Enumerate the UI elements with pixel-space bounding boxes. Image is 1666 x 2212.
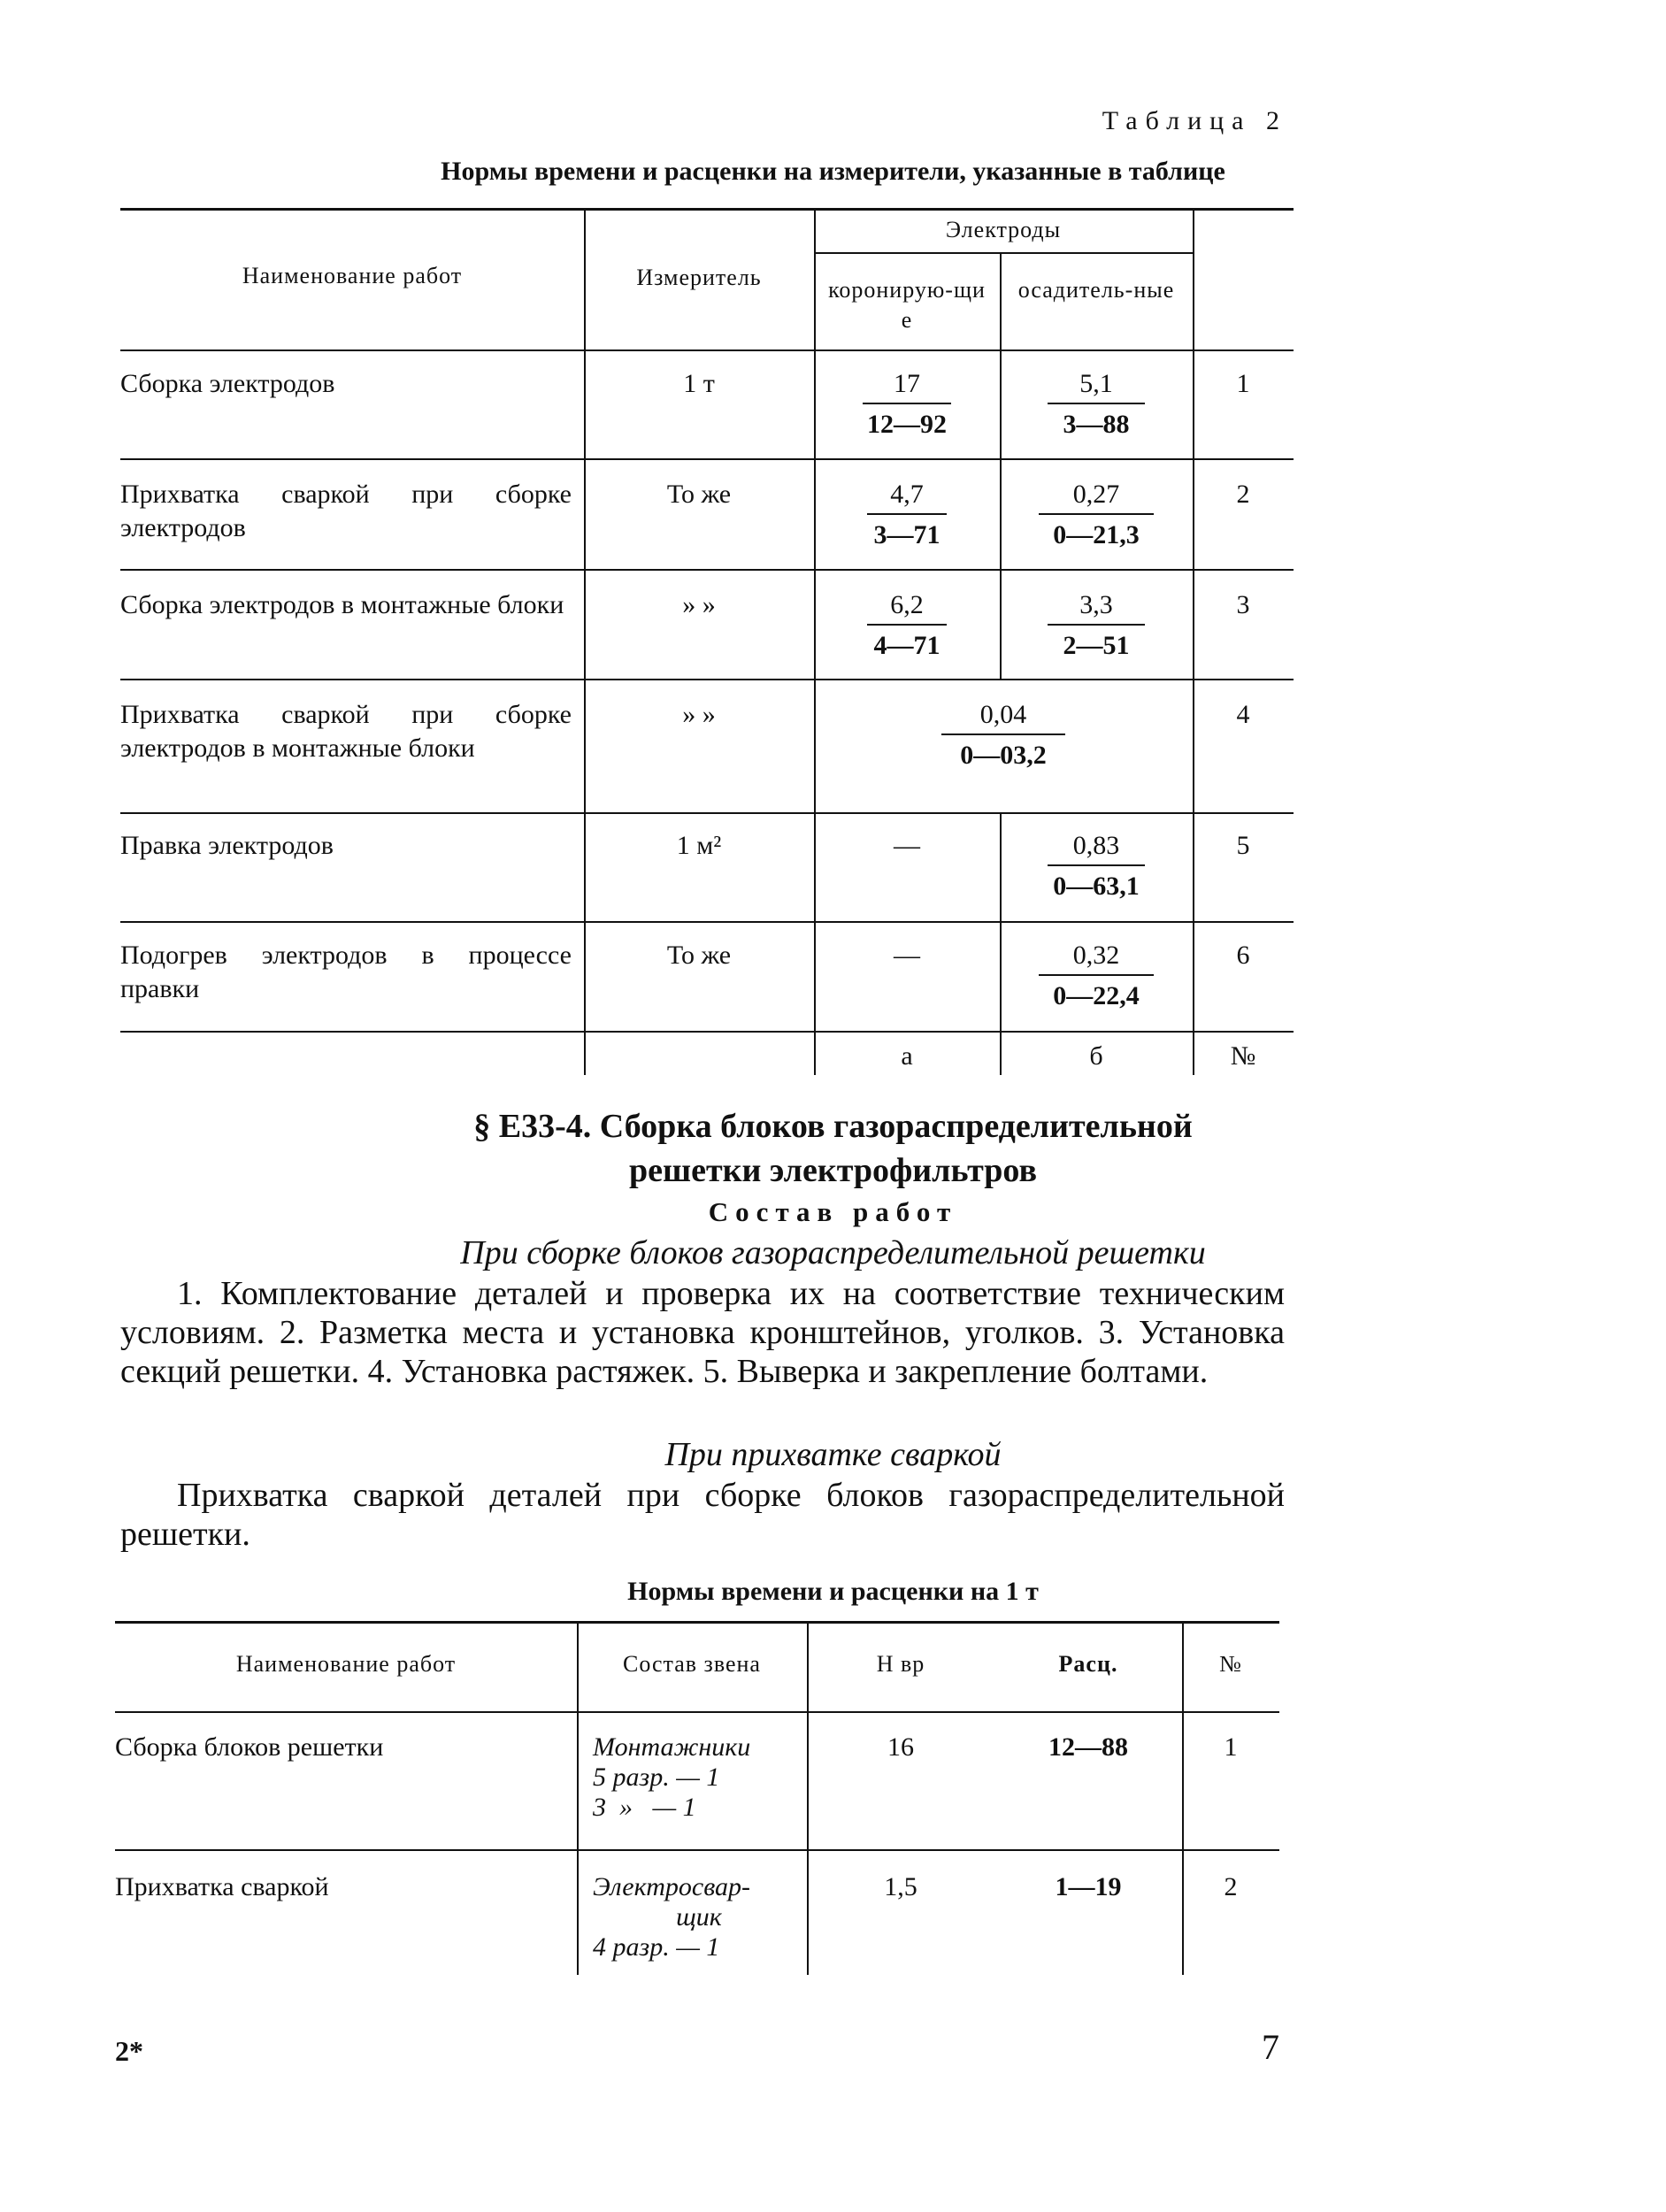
section-heading-2: При прихватке сваркой bbox=[664, 1436, 1002, 1473]
row-number: 1 bbox=[1224, 1732, 1238, 1762]
value-corona: — bbox=[894, 831, 920, 860]
signature-mark: 2* bbox=[115, 2035, 143, 2067]
crew-line: 3 » — 1 bbox=[593, 1793, 696, 1822]
row-name: Правка электродов bbox=[120, 831, 334, 860]
value-combined: 0,04 0—03,2 bbox=[814, 698, 1193, 772]
row-unit: 1 т bbox=[683, 369, 715, 398]
rate-value: 12—88 bbox=[1048, 1732, 1128, 1762]
section-paragraph-2: Прихватка сваркой деталей при сборке блоков газораспределительной решетки. bbox=[120, 1477, 1285, 1553]
column-number-label: № bbox=[1230, 1041, 1256, 1071]
value-corona: 4,7 3—71 bbox=[814, 478, 1000, 552]
value-settling: 0,27 0—21,3 bbox=[1000, 478, 1193, 552]
row-number: 1 bbox=[1236, 369, 1250, 398]
row-name: Сборка электродов bbox=[120, 369, 335, 398]
row-unit: » » bbox=[682, 590, 716, 619]
value-settling: 0,83 0—63,1 bbox=[1000, 829, 1193, 903]
row-number: 4 bbox=[1236, 700, 1250, 729]
value-corona: 6,2 4—71 bbox=[814, 588, 1000, 663]
row-number: 2 bbox=[1236, 480, 1250, 509]
column-b-label: б bbox=[1089, 1041, 1103, 1071]
row-unit: 1 м² bbox=[676, 831, 722, 860]
section-heading-1: При сборке блоков газораспределительной решетки bbox=[460, 1234, 1206, 1271]
header-rate: Расц. bbox=[1058, 1651, 1118, 1677]
section-paragraph-1: 1. Комплектование деталей и проверка их на соответствие техническим условиям. 2. Разметка места и установка кронштейнов, уголков. 3. Установка секций решетки. 4. Установка растяжек. 5. Выверка и закрепление болтами. bbox=[120, 1275, 1285, 1390]
row-name: Прихватка сваркой при сборке электродов в монтажные блоки bbox=[120, 700, 572, 763]
header-electrodes: Электроды bbox=[945, 217, 1062, 242]
value-settling: 0,32 0—22,4 bbox=[1000, 939, 1193, 1013]
row-unit: То же bbox=[666, 941, 732, 970]
value-corona: 17 12—92 bbox=[814, 367, 1000, 442]
value-corona: — bbox=[894, 941, 920, 970]
table-number: Таблица 2 bbox=[1102, 106, 1287, 135]
row-name: Сборка блоков решетки bbox=[115, 1732, 384, 1762]
section-title-line1: § Е33-4. Сборка блоков газораспределительной bbox=[473, 1108, 1193, 1145]
row-number: 6 bbox=[1236, 941, 1250, 970]
row-name: Прихватка сваркой при сборке электродов bbox=[120, 480, 572, 542]
header-crew: Состав звена bbox=[623, 1651, 761, 1677]
norms-table-2 bbox=[115, 1621, 1279, 1975]
row-name: Прихватка сваркой bbox=[115, 1872, 329, 1901]
crew-line: Электросвар- bbox=[593, 1872, 751, 1901]
header-corona: коронирую-щие bbox=[828, 277, 986, 333]
norm-value: 1,5 bbox=[884, 1872, 917, 1901]
header-number: № bbox=[1219, 1651, 1242, 1677]
header-settling: осадитель-ные bbox=[1017, 277, 1175, 303]
norm-value: 16 bbox=[887, 1732, 914, 1762]
value-settling: 3,3 2—51 bbox=[1000, 588, 1193, 663]
header-unit: Измеритель bbox=[636, 265, 762, 290]
value-settling: 5,1 3—88 bbox=[1000, 367, 1193, 442]
crew-line: Монтажники bbox=[593, 1732, 751, 1762]
row-unit: То же bbox=[666, 480, 732, 509]
row-name: Сборка электродов в монтажные блоки bbox=[120, 590, 564, 619]
table2-caption: Нормы времени и расценки на 1 т bbox=[627, 1577, 1039, 1606]
table1-caption: Нормы времени и расценки на измерители, указанные в таблице bbox=[441, 157, 1225, 186]
rate-value: 1—19 bbox=[1055, 1872, 1122, 1901]
section-subtitle: Состав работ bbox=[708, 1196, 958, 1227]
row-unit: » » bbox=[682, 700, 716, 729]
row-name: Подогрев электродов в процессе правки bbox=[120, 941, 572, 1003]
row-number: 3 bbox=[1236, 590, 1250, 619]
crew-line: 5 разр. — 1 bbox=[593, 1763, 720, 1792]
norms-table-1 bbox=[120, 208, 1294, 1075]
header-name: Наименование работ bbox=[235, 1651, 457, 1677]
row-number: 5 bbox=[1236, 831, 1250, 860]
row-number: 2 bbox=[1224, 1872, 1238, 1901]
section-title-line2: решетки электрофильтров bbox=[629, 1152, 1037, 1189]
crew-line: щик bbox=[676, 1902, 722, 1932]
header-name: Наименование работ bbox=[242, 263, 463, 288]
column-a-label: а bbox=[901, 1041, 913, 1071]
page-number: 7 bbox=[1262, 2027, 1279, 2067]
header-norm: Н вр bbox=[876, 1651, 925, 1677]
crew-line: 4 разр. — 1 bbox=[593, 1932, 720, 1962]
